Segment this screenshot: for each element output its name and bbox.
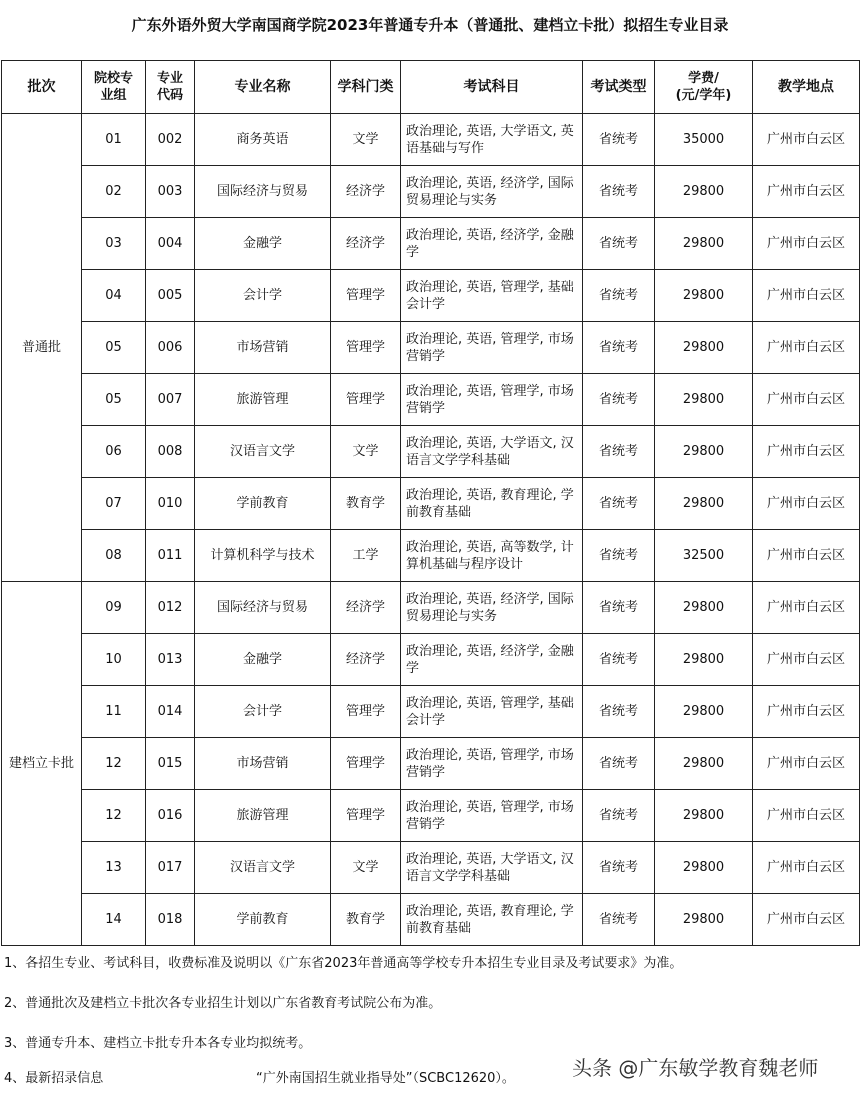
cell-subjects: 政治理论, 英语, 管理学, 市场营销学 <box>401 374 583 426</box>
cell-code: 014 <box>146 686 195 738</box>
cell-major: 市场营销 <box>195 738 331 790</box>
cell-group: 05 <box>82 322 146 374</box>
cell-subjects: 政治理论, 英语, 管理学, 基础会计学 <box>401 270 583 322</box>
cell-group: 06 <box>82 426 146 478</box>
cell-category: 经济学 <box>331 582 401 634</box>
table-row <box>2 582 860 634</box>
cell-location: 广州市白云区 <box>753 738 860 790</box>
cell-location: 广州市白云区 <box>753 582 860 634</box>
cell-major: 商务英语 <box>195 114 331 166</box>
cell-location: 广州市白云区 <box>753 478 860 530</box>
cell-fee: 29800 <box>655 374 753 426</box>
cell-major: 计算机科学与技术 <box>195 530 331 582</box>
cell-exam-type: 省统考 <box>583 426 655 478</box>
cell-fee: 29800 <box>655 738 753 790</box>
cell-fee: 29800 <box>655 270 753 322</box>
cell-fee: 29800 <box>655 894 753 946</box>
cell-category: 管理学 <box>331 322 401 374</box>
cell-subjects: 政治理论, 英语, 经济学, 金融学 <box>401 634 583 686</box>
cell-fee: 29800 <box>655 686 753 738</box>
cell-exam-type: 省统考 <box>583 218 655 270</box>
cell-category: 文学 <box>331 842 401 894</box>
cell-group: 04 <box>82 270 146 322</box>
table-row <box>2 218 860 270</box>
cell-code: 017 <box>146 842 195 894</box>
cell-code: 016 <box>146 790 195 842</box>
cell-subjects: 政治理论, 英语, 大学语文, 英语基础与写作 <box>401 114 583 166</box>
header-fee-line2: (元/学年) <box>675 88 732 103</box>
note-4-source: “广外南国招生就业指导处”（SCBC12620）。 <box>256 1071 515 1086</box>
cell-group: 12 <box>82 738 146 790</box>
cell-fee: 32500 <box>655 530 753 582</box>
cell-exam-type: 省统考 <box>583 790 655 842</box>
cell-location: 广州市白云区 <box>753 634 860 686</box>
table-row <box>2 842 860 894</box>
cell-fee: 29800 <box>655 790 753 842</box>
batch-normal: 普通批 <box>2 114 82 582</box>
cell-location: 广州市白云区 <box>753 322 860 374</box>
cell-exam-type: 省统考 <box>583 270 655 322</box>
table-row <box>2 114 860 166</box>
cell-major: 旅游管理 <box>195 790 331 842</box>
cell-exam-type: 省统考 <box>583 894 655 946</box>
cell-location: 广州市白云区 <box>753 218 860 270</box>
cell-major: 会计学 <box>195 270 331 322</box>
cell-group: 08 <box>82 530 146 582</box>
header-code-line1: 专业 <box>156 71 183 86</box>
table-row <box>2 478 860 530</box>
cell-group: 03 <box>82 218 146 270</box>
table-row <box>2 790 860 842</box>
note-2: 2、普通批次及建档立卡批次各专业招生计划以广东省教育考试院公布为准。 <box>4 996 442 1011</box>
cell-code: 018 <box>146 894 195 946</box>
cell-exam-type: 省统考 <box>583 374 655 426</box>
cell-major: 学前教育 <box>195 894 331 946</box>
cell-code: 003 <box>146 166 195 218</box>
cell-location: 广州市白云区 <box>753 166 860 218</box>
header-category: 学科门类 <box>331 61 401 114</box>
cell-fee: 29800 <box>655 634 753 686</box>
cell-category: 文学 <box>331 114 401 166</box>
cell-exam-type: 省统考 <box>583 738 655 790</box>
cell-exam-type: 省统考 <box>583 530 655 582</box>
header-group-line1: 院校专 <box>93 71 133 86</box>
cell-category: 文学 <box>331 426 401 478</box>
note-3: 3、普通专升本、建档立卡批专升本各专业均拟统考。 <box>4 1036 312 1051</box>
header-code-line2: 代码 <box>156 88 183 103</box>
cell-subjects: 政治理论, 英语, 管理学, 市场营销学 <box>401 322 583 374</box>
cell-location: 广州市白云区 <box>753 894 860 946</box>
cell-subjects: 政治理论, 英语, 管理学, 市场营销学 <box>401 790 583 842</box>
table-row <box>2 322 860 374</box>
cell-location: 广州市白云区 <box>753 790 860 842</box>
table-row <box>2 738 860 790</box>
page-title: 广东外语外贸大学南国商学院2023年普通专升本（普通批、建档立卡批）拟招生专业目录 <box>131 16 729 34</box>
cell-exam-type: 省统考 <box>583 114 655 166</box>
cell-exam-type: 省统考 <box>583 478 655 530</box>
cell-major: 汉语言文学 <box>195 842 331 894</box>
cell-location: 广州市白云区 <box>753 426 860 478</box>
cell-subjects: 政治理论, 英语, 经济学, 金融学 <box>401 218 583 270</box>
cell-fee: 29800 <box>655 322 753 374</box>
cell-major: 学前教育 <box>195 478 331 530</box>
table-row <box>2 270 860 322</box>
cell-fee: 29800 <box>655 426 753 478</box>
cell-category: 管理学 <box>331 790 401 842</box>
cell-code: 008 <box>146 426 195 478</box>
table-row <box>2 166 860 218</box>
cell-subjects: 政治理论, 英语, 经济学, 国际贸易理论与实务 <box>401 166 583 218</box>
cell-location: 广州市白云区 <box>753 270 860 322</box>
cell-category: 管理学 <box>331 738 401 790</box>
cell-location: 广州市白云区 <box>753 114 860 166</box>
cell-code: 013 <box>146 634 195 686</box>
cell-fee: 29800 <box>655 842 753 894</box>
cell-subjects: 政治理论, 英语, 管理学, 基础会计学 <box>401 686 583 738</box>
table-row <box>2 426 860 478</box>
cell-code: 005 <box>146 270 195 322</box>
header-code <box>146 61 195 114</box>
cell-category: 经济学 <box>331 218 401 270</box>
header-fee <box>655 61 753 114</box>
header-location: 教学地点 <box>753 61 860 114</box>
note-4: 4、最新招录信息 <box>4 1071 104 1086</box>
cell-category: 教育学 <box>331 478 401 530</box>
header-group-line2: 业组 <box>100 88 127 103</box>
cell-code: 010 <box>146 478 195 530</box>
table-header-row <box>2 61 860 114</box>
cell-subjects: 政治理论, 英语, 教育理论, 学前教育基础 <box>401 478 583 530</box>
cell-group: 12 <box>82 790 146 842</box>
cell-subjects: 政治理论, 英语, 大学语文, 汉语言文学学科基础 <box>401 426 583 478</box>
cell-major: 市场营销 <box>195 322 331 374</box>
cell-subjects: 政治理论, 英语, 高等数学, 计算机基础与程序设计 <box>401 530 583 582</box>
cell-exam-type: 省统考 <box>583 634 655 686</box>
cell-group: 05 <box>82 374 146 426</box>
cell-major: 会计学 <box>195 686 331 738</box>
cell-fee: 35000 <box>655 114 753 166</box>
cell-category: 管理学 <box>331 374 401 426</box>
cell-code: 002 <box>146 114 195 166</box>
cell-code: 011 <box>146 530 195 582</box>
cell-exam-type: 省统考 <box>583 842 655 894</box>
cell-category: 教育学 <box>331 894 401 946</box>
cell-major: 金融学 <box>195 634 331 686</box>
table-row <box>2 634 860 686</box>
cell-subjects: 政治理论, 英语, 教育理论, 学前教育基础 <box>401 894 583 946</box>
table-row <box>2 530 860 582</box>
cell-major: 汉语言文学 <box>195 426 331 478</box>
cell-group: 13 <box>82 842 146 894</box>
cell-code: 012 <box>146 582 195 634</box>
cell-subjects: 政治理论, 英语, 管理学, 市场营销学 <box>401 738 583 790</box>
cell-group: 11 <box>82 686 146 738</box>
header-major: 专业名称 <box>195 61 331 114</box>
cell-code: 006 <box>146 322 195 374</box>
cell-subjects: 政治理论, 英语, 经济学, 国际贸易理论与实务 <box>401 582 583 634</box>
cell-exam-type: 省统考 <box>583 582 655 634</box>
cell-location: 广州市白云区 <box>753 686 860 738</box>
table-row <box>2 686 860 738</box>
header-exam-type: 考试类型 <box>583 61 655 114</box>
major-catalog-table <box>1 60 860 946</box>
cell-location: 广州市白云区 <box>753 530 860 582</box>
cell-major: 国际经济与贸易 <box>195 582 331 634</box>
header-fee-line1: 学费/ <box>688 71 719 86</box>
cell-exam-type: 省统考 <box>583 166 655 218</box>
cell-exam-type: 省统考 <box>583 686 655 738</box>
cell-location: 广州市白云区 <box>753 842 860 894</box>
header-group <box>82 61 146 114</box>
cell-major: 国际经济与贸易 <box>195 166 331 218</box>
cell-category: 经济学 <box>331 166 401 218</box>
cell-group: 14 <box>82 894 146 946</box>
cell-group: 01 <box>82 114 146 166</box>
batch-poverty: 建档立卡批 <box>2 582 82 946</box>
cell-group: 10 <box>82 634 146 686</box>
header-batch: 批次 <box>2 61 82 114</box>
cell-fee: 29800 <box>655 478 753 530</box>
cell-exam-type: 省统考 <box>583 322 655 374</box>
cell-subjects: 政治理论, 英语, 大学语文, 汉语言文学学科基础 <box>401 842 583 894</box>
cell-fee: 29800 <box>655 218 753 270</box>
cell-category: 管理学 <box>331 270 401 322</box>
cell-fee: 29800 <box>655 582 753 634</box>
cell-code: 015 <box>146 738 195 790</box>
watermark: 头条 @广东敏学教育魏老师 <box>572 1056 819 1080</box>
cell-code: 004 <box>146 218 195 270</box>
table-row <box>2 894 860 946</box>
cell-group: 02 <box>82 166 146 218</box>
cell-category: 工学 <box>331 530 401 582</box>
note-1: 1、各招生专业、考试科目，收费标准及说明以《广东省2023年普通高等学校专升本招生专业目录及考试要求》为准。 <box>4 956 683 971</box>
cell-group: 07 <box>82 478 146 530</box>
cell-category: 管理学 <box>331 686 401 738</box>
cell-fee: 29800 <box>655 166 753 218</box>
cell-group: 09 <box>82 582 146 634</box>
cell-major: 旅游管理 <box>195 374 331 426</box>
header-subjects: 考试科目 <box>401 61 583 114</box>
cell-code: 007 <box>146 374 195 426</box>
table-row <box>2 374 860 426</box>
cell-location: 广州市白云区 <box>753 374 860 426</box>
cell-category: 经济学 <box>331 634 401 686</box>
cell-major: 金融学 <box>195 218 331 270</box>
